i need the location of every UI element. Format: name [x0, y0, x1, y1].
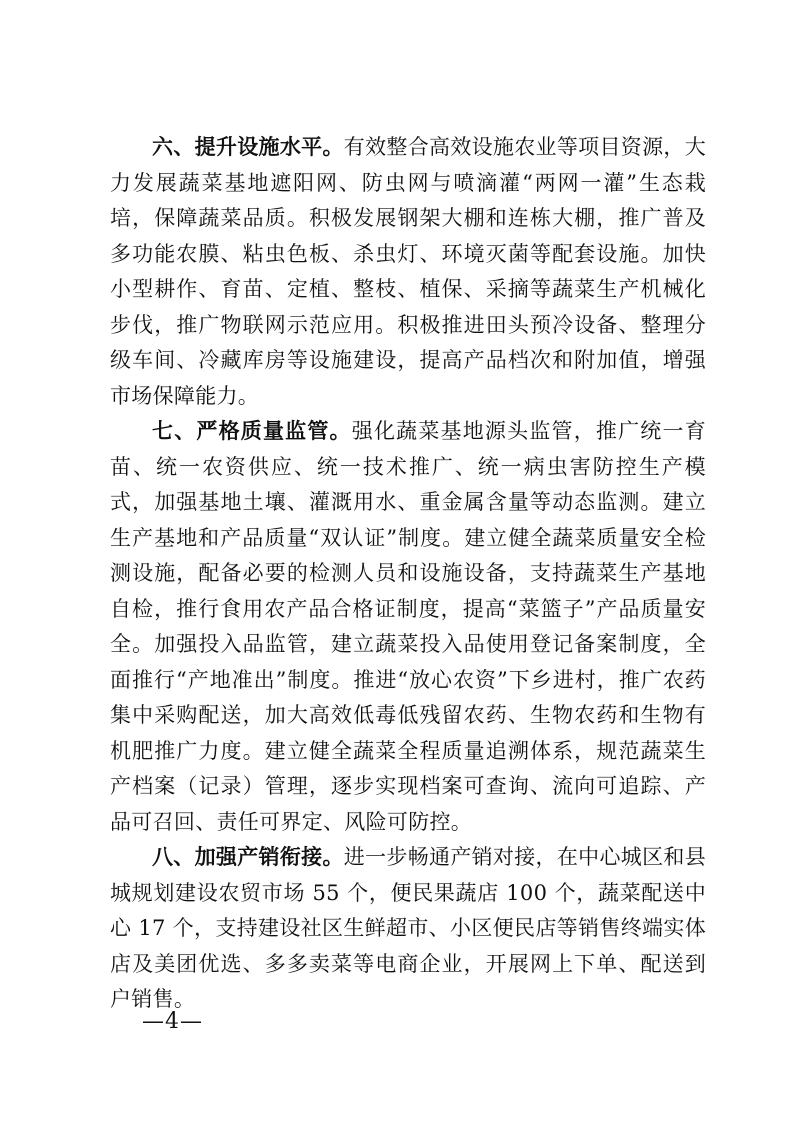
paragraph-seven-heading: 七、严格质量监管。 — [152, 419, 352, 443]
paragraph-six-text: 有效整合高效设施农业等项目资源，大力发展蔬菜基地遮阳网、防虫网与喷滴灌“两网一灌”生态栽培，保障蔬菜品质。积极发展钢架大棚和连栋大棚，推广普及多功能农膜、粘虫色板、杀虫灯、环境灭菌等配套设施。加快小型耕作、育苗、定植、整枝、植保、采摘等蔬菜生产机械化步伐，推广物联网示范应用。积极推进田头预冷设备、整理分级车间、冷藏库房等设施建设，提高产品档次和附加值，增强市场保障能力。 — [110, 135, 706, 408]
paragraph-seven — [110, 414, 706, 840]
paragraph-six — [110, 130, 706, 414]
paragraph-eight-heading: 八、加强产销衔接。 — [152, 845, 344, 869]
paragraph-six-heading: 六、提升设施水平。 — [152, 135, 344, 159]
paragraph-eight — [110, 840, 706, 1018]
paragraph-eight-text: 进一步畅通产销对接，在中心城区和县城规划建设农贸市场 55 个，便民果蔬店 100 个，蔬菜配送中心 17 个，支持建设社区生鲜超市、小区便民店等销售终端实体店及美团优选、多多卖菜等电商企业，开展网上下单、配送到户销售。 — [110, 845, 706, 1011]
page-number: —4— — [142, 1009, 203, 1034]
paragraph-seven-text: 强化蔬菜基地源头监管，推广统一育苗、统一农资供应、统一技术推广、统一病虫害防控生产模式，加强基地土壤、灌溉用水、重金属含量等动态监测。建立生产基地和产品质量“双认证”制度。建立健全蔬菜质量安全检测设施，配备必要的检测人员和设施设备，支持蔬菜生产基地自检，推行食用农产品合格证制度，提高“菜篮子”产品质量安全。加强投入品监管，建立蔬菜投入品使用登记备案制度，全面推行“产地准出”制度。推进“放心农资”下乡进村，推广农药集中采购配送，加大高效低毒低残留农药、生物农药和生物有机肥推广力度。建立健全蔬菜全程质量追溯体系，规范蔬菜生产档案（记录）管理，逐步实现档案可查询、流向可追踪、产品可召回、责任可界定、风险可防控。 — [110, 419, 706, 834]
document-body — [110, 130, 706, 1018]
